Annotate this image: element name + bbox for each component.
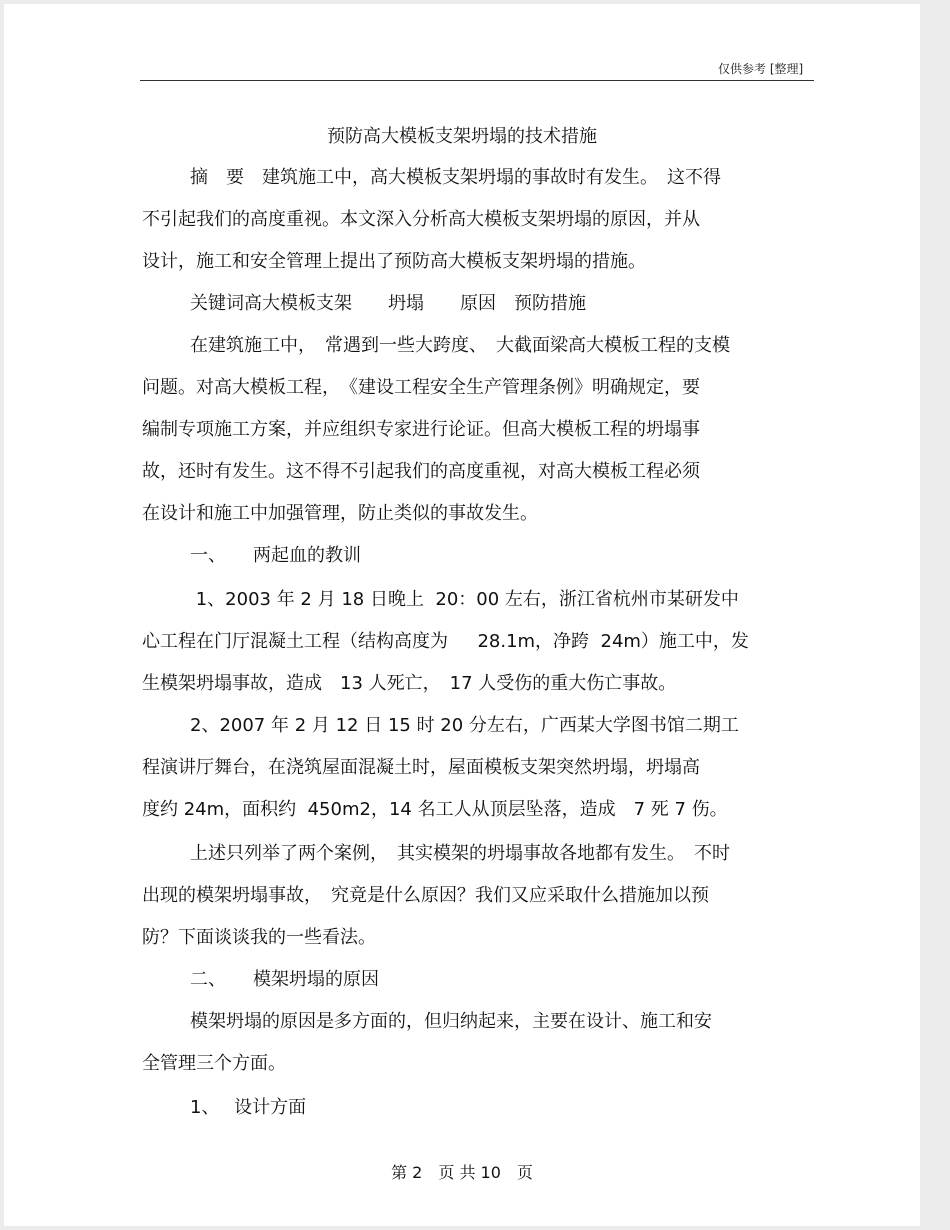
abstract-line: 不引起我们的高度重视。本文深入分析高大模板支架坍塌的原因，并从 xyxy=(142,209,700,230)
document-title: 预防高大模板支架坍塌的技术措施 xyxy=(327,126,597,147)
keywords-line: 关键词高大模板支架 坍塌 原因 预防措施 xyxy=(190,293,586,314)
document-page xyxy=(4,4,920,1226)
body-line: 防？下面谈谈我的一些看法。 xyxy=(142,927,376,948)
body-line: 在建筑施工中， 常遇到一些大跨度、 大截面梁高大模板工程的支模 xyxy=(190,335,730,356)
body-line: 生模架坍塌事故，造成 13 人死亡， 17 人受伤的重大伤亡事故。 xyxy=(142,673,677,694)
body-line: 编制专项施工方案，并应组织专家进行论证。但高大模板工程的坍塌事 xyxy=(142,419,700,440)
body-line: 在设计和施工中加强管理，防止类似的事故发生。 xyxy=(142,503,538,524)
body-line: 心工程在门厅混凝土工程（结构高度为 28.1m，净跨 24m）施工中，发 xyxy=(142,631,749,652)
subsection-heading: 1、 设计方面 xyxy=(190,1097,307,1118)
body-line: 上述只列举了两个案例， 其实模架的坍塌事故各地都有发生。 不时 xyxy=(190,843,730,864)
body-line: 问题。对高大模板工程， 《建设工程安全生产管理条例》明确规定，要 xyxy=(142,377,700,398)
body-line: 全管理三个方面。 xyxy=(142,1053,286,1074)
body-line: 程演讲厅舞台，在浇筑屋面混凝土时，屋面模板支架突然坍塌，坍塌高 xyxy=(142,757,700,778)
body-line: 度约 24m，面积约 450m2，14 名工人从顶层坠落，造成 7 死 7 伤。 xyxy=(142,799,728,820)
header-rule xyxy=(140,80,814,81)
abstract-line: 设计，施工和安全管理上提出了预防高大模板支架坍塌的措施。 xyxy=(142,251,646,272)
abstract-line: 摘 要 建筑施工中，高大模板支架坍塌的事故时有发生。 这不得 xyxy=(190,167,721,188)
body-line: 模架坍塌的原因是多方面的，但归纳起来，主要在设计、施工和安 xyxy=(190,1011,712,1032)
body-line: 故，还时有发生。这不得不引起我们的高度重视，对高大模板工程必须 xyxy=(142,461,700,482)
section-heading: 一、 两起血的教训 xyxy=(190,545,361,566)
body-line: 1、2003 年 2 月 18 日晚上 20：00 左右，浙江省杭州市某研发中 xyxy=(190,589,739,610)
page-footer: 第 2 页 共 10 页 xyxy=(391,1163,533,1182)
body-line: 2、2007 年 2 月 12 日 15 时 20 分左右，广西某大学图书馆二期工 xyxy=(190,715,739,736)
section-heading: 二、 模架坍塌的原因 xyxy=(190,969,379,990)
body-line: 出现的模架坍塌事故， 究竟是什么原因？我们又应采取什么措施加以预 xyxy=(142,885,709,906)
header-note: 仅供参考 [整理] xyxy=(718,62,804,76)
